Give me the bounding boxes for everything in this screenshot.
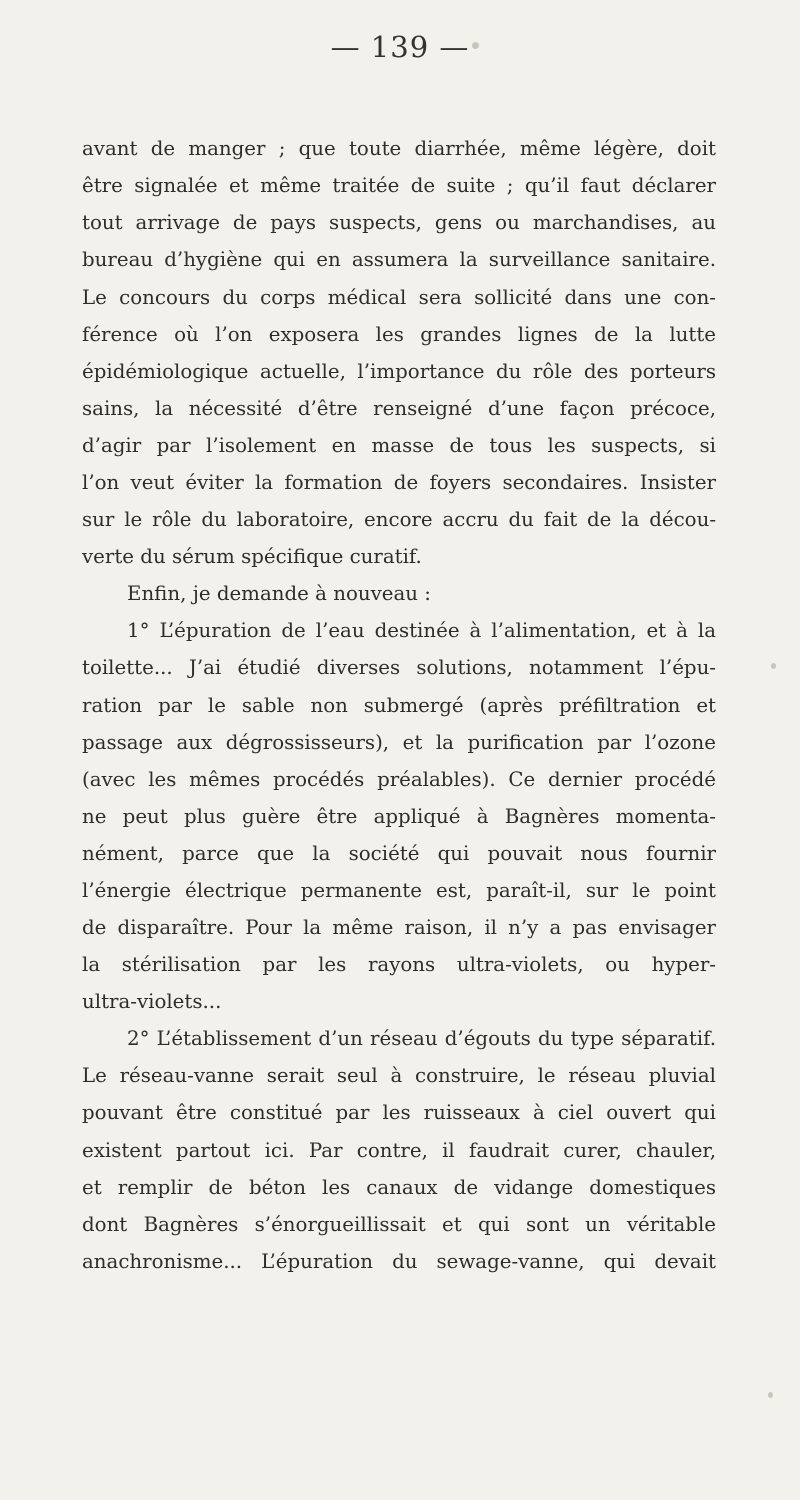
text-line: d’agir par l’isolement en masse de tous les suspects, si (82, 434, 716, 457)
text-line: et remplir de béton les canaux de vidange domestiques (82, 1176, 716, 1199)
text-line: l’énergie électrique permanente est, paraît-il, sur le point (82, 879, 716, 902)
text-line: bureau d’hygiène qui en assumera la surveillance sanitaire. (82, 248, 716, 271)
text-line: l’on veut éviter la formation de foyers secondaires. Insister (82, 471, 716, 494)
text-line: être signalée et même traitée de suite ; qu’il faut déclarer (82, 174, 716, 197)
text-line: tout arrivage de pays suspects, gens ou marchandises, au (82, 211, 716, 234)
text-line: avant de manger ; que toute diarrhée, même légère, doit (82, 137, 716, 160)
text-line: ne peut plus guère être appliqué à Bagnères momenta- (82, 805, 716, 828)
text-line: Enfin, je demande à nouveau : (127, 582, 431, 605)
text-line: Le réseau-vanne serait seul à construire, le réseau pluvial (82, 1064, 716, 1087)
text-line: de disparaître. Pour la même raison, il n’y a pas envisager (82, 916, 716, 939)
text-line: nément, parce que la société qui pouvait nous fournir (82, 842, 716, 865)
text-line: (avec les mêmes procédés préalables). Ce dernier procédé (82, 768, 716, 791)
text-line: existent partout ici. Par contre, il faudrait curer, chauler, (82, 1139, 716, 1162)
paper-stain (768, 1392, 773, 1398)
text-line: ultra-violets... (82, 990, 222, 1013)
paper-stain (771, 663, 776, 669)
text-line: férence où l’on exposera les grandes lignes de la lutte (82, 323, 716, 346)
text-line: ration par le sable non submergé (après préfiltration et (82, 694, 716, 717)
text-line: la stérilisation par les rayons ultra-violets, ou hyper- (82, 953, 716, 976)
text-line: sains, la nécessité d’être renseigné d’une façon précoce, (82, 397, 716, 420)
text-line: pouvant être constitué par les ruisseaux à ciel ouvert qui (82, 1101, 716, 1124)
text-line: épidémiologique actuelle, l’importance du rôle des porteurs (82, 360, 716, 383)
text-line: Le concours du corps médical sera sollicité dans une con- (82, 286, 716, 309)
text-line: 1° L’épuration de l’eau destinée à l’alimentation, et à la (127, 619, 716, 642)
text-line: toilette... J’ai étudié diverses solutions, notamment l’épu- (82, 656, 716, 679)
page-number: — 139 — (330, 30, 470, 64)
text-line: verte du sérum spécifique curatif. (82, 545, 422, 568)
text-line: passage aux dégrossisseurs), et la purification par l’ozone (82, 731, 716, 754)
text-line: anachronisme... L’épuration du sewage-vanne, qui devait (82, 1250, 716, 1273)
text-line: 2° L’établissement d’un réseau d’égouts du type séparatif. (127, 1027, 716, 1050)
text-line: dont Bagnères s’énorgueillissait et qui sont un véritable (82, 1213, 716, 1236)
text-line: sur le rôle du laboratoire, encore accru du fait de la décou- (82, 508, 716, 531)
